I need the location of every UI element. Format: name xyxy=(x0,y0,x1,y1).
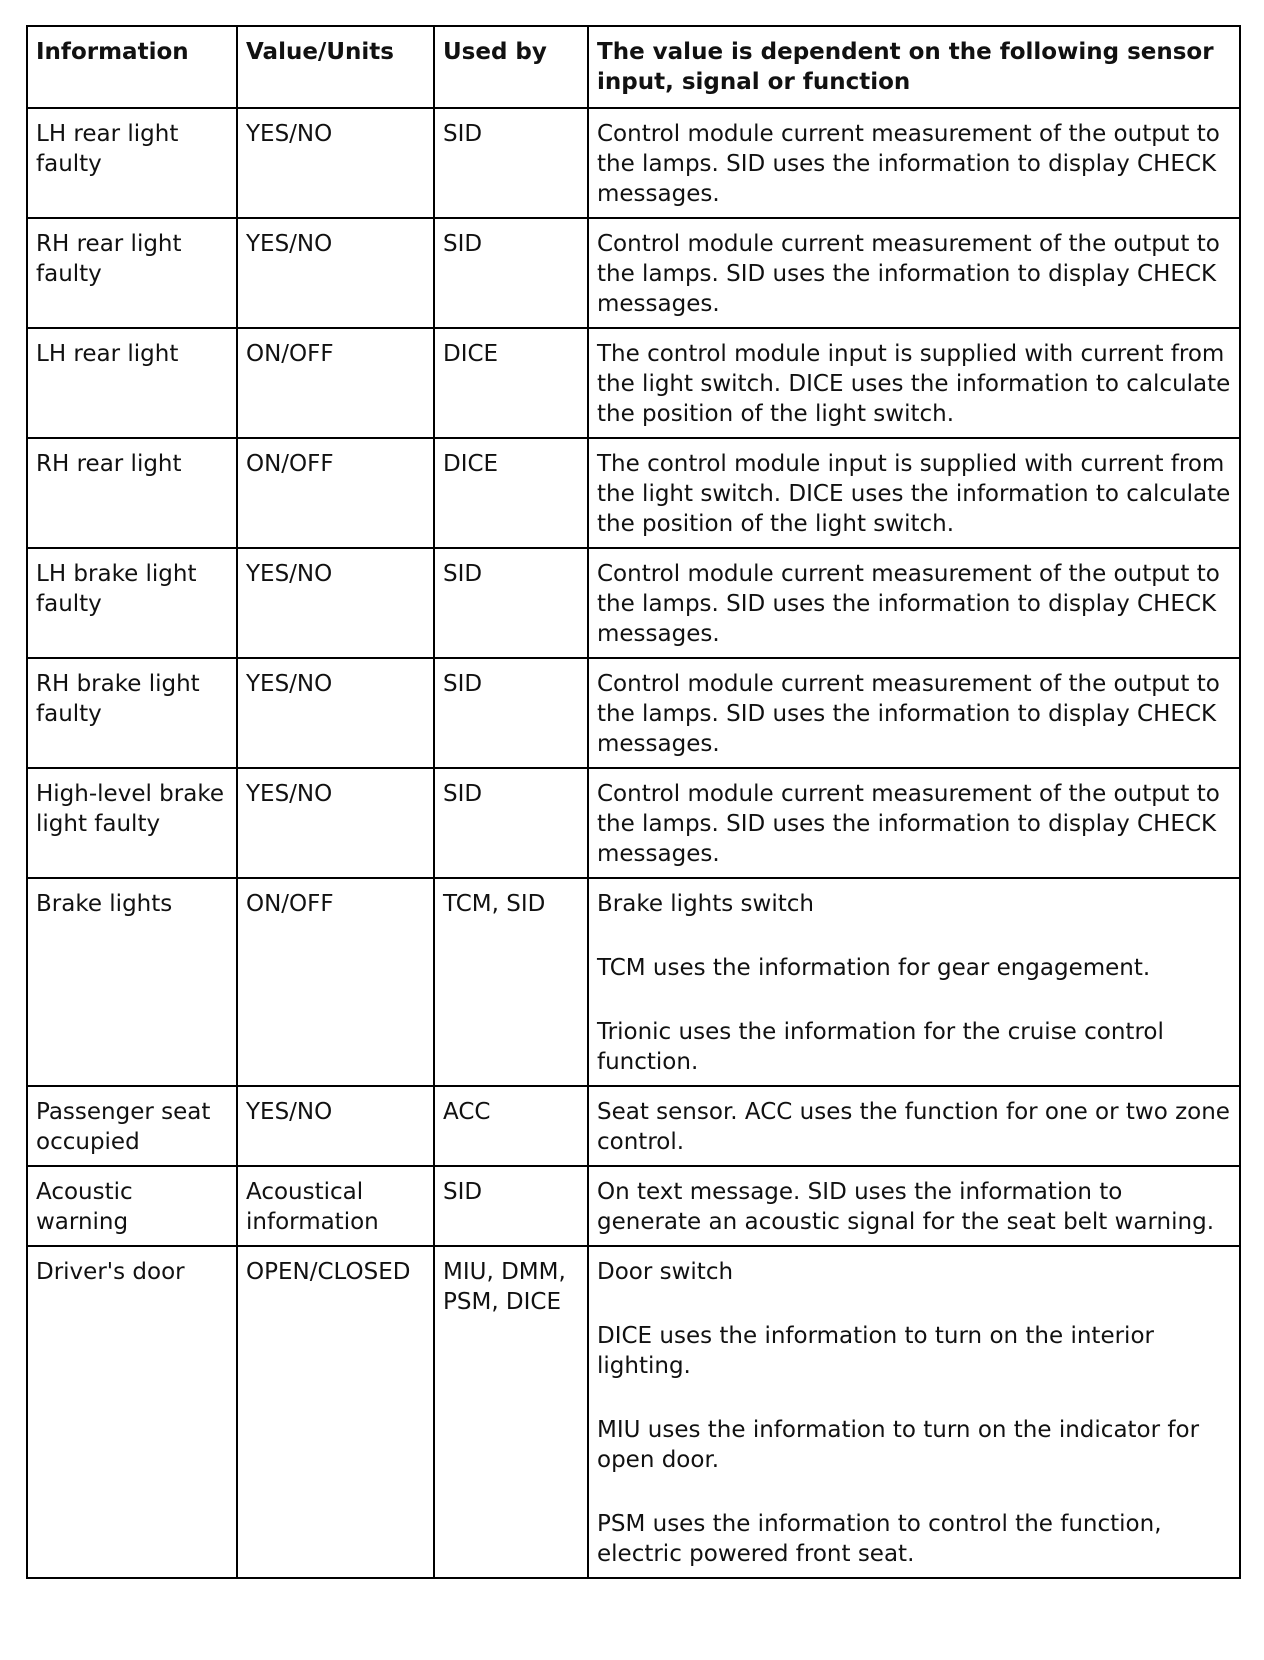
description-paragraph: MIU uses the information to turn on the indicator for open door. xyxy=(597,1417,1200,1473)
cell-description xyxy=(588,548,1240,658)
cell-information: Acoustic warning xyxy=(27,1166,237,1246)
cell-value-units: YES/NO xyxy=(237,1086,434,1166)
cell-description xyxy=(588,438,1240,548)
cell-information: Brake lights xyxy=(27,878,237,1086)
cell-value-units: YES/NO xyxy=(237,218,434,328)
cell-information: High-level brake light faulty xyxy=(27,768,237,878)
cell-used-by: SID xyxy=(434,768,588,878)
table-row xyxy=(27,1246,1240,1578)
cell-value-units: ON/OFF xyxy=(237,328,434,438)
description-paragraph: Seat sensor. ACC uses the function for one or two zone control. xyxy=(597,1099,1230,1155)
table-row xyxy=(27,1086,1240,1166)
cell-information: LH rear light xyxy=(27,328,237,438)
cell-used-by: SID xyxy=(434,1166,588,1246)
cell-used-by: ACC xyxy=(434,1086,588,1166)
description-paragraph: The control module input is supplied with current from the light switch. DICE uses the information to calculate the position of the light switch. xyxy=(597,341,1231,427)
cell-value-units: ON/OFF xyxy=(237,438,434,548)
table-row xyxy=(27,878,1240,1086)
description-paragraph: Control module current measurement of the output to the lamps. SID uses the information to display CHECK messages. xyxy=(597,231,1220,317)
cell-description xyxy=(588,1086,1240,1166)
table-row xyxy=(27,108,1240,218)
cell-value-units: YES/NO xyxy=(237,768,434,878)
cell-information: Passenger seat occupied xyxy=(27,1086,237,1166)
table-row xyxy=(27,328,1240,438)
cell-description xyxy=(588,658,1240,768)
table-row xyxy=(27,218,1240,328)
description-paragraph: Trionic uses the information for the cruise control function. xyxy=(597,1019,1164,1075)
table-body xyxy=(27,108,1240,1578)
description-paragraph: On text message. SID uses the information to generate an acoustic signal for the seat belt warning. xyxy=(597,1179,1215,1235)
table-row xyxy=(27,768,1240,878)
description-paragraph: Control module current measurement of the output to the lamps. SID uses the information to display CHECK messages. xyxy=(597,121,1220,207)
cell-description xyxy=(588,328,1240,438)
description-paragraph: Brake lights switch xyxy=(597,891,814,917)
cell-information: RH rear light xyxy=(27,438,237,548)
description-paragraph: DICE uses the information to turn on the interior lighting. xyxy=(597,1323,1154,1379)
cell-description xyxy=(588,768,1240,878)
description-paragraph: Door switch xyxy=(597,1259,734,1285)
header-dependency: The value is dependent on the following sensor input, signal or function xyxy=(588,26,1240,108)
cell-description xyxy=(588,878,1240,1086)
cell-information: LH rear light faulty xyxy=(27,108,237,218)
table-row xyxy=(27,658,1240,768)
cell-value-units: YES/NO xyxy=(237,548,434,658)
table-row xyxy=(27,1166,1240,1246)
cell-information: Driver's door xyxy=(27,1246,237,1578)
table-row xyxy=(27,548,1240,658)
cell-information: RH brake light faulty xyxy=(27,658,237,768)
cell-used-by: DICE xyxy=(434,328,588,438)
cell-used-by: SID xyxy=(434,108,588,218)
cell-used-by: MIU, DMM, PSM, DICE xyxy=(434,1246,588,1578)
description-paragraph: TCM uses the information for gear engagement. xyxy=(597,955,1151,981)
header-used-by: Used by xyxy=(434,26,588,108)
cell-value-units: Acoustical information xyxy=(237,1166,434,1246)
cell-used-by: SID xyxy=(434,218,588,328)
cell-description xyxy=(588,1246,1240,1578)
description-paragraph: Control module current measurement of the output to the lamps. SID uses the information to display CHECK messages. xyxy=(597,561,1220,647)
cell-used-by: SID xyxy=(434,548,588,658)
cell-value-units: YES/NO xyxy=(237,658,434,768)
cell-value-units: ON/OFF xyxy=(237,878,434,1086)
description-paragraph: PSM uses the information to control the function, electric powered front seat. xyxy=(597,1511,1162,1567)
header-value-units: Value/Units xyxy=(237,26,434,108)
description-paragraph: Control module current measurement of the output to the lamps. SID uses the information to display CHECK messages. xyxy=(597,781,1220,867)
table-header-row xyxy=(27,26,1240,108)
header-information: Information xyxy=(27,26,237,108)
cell-used-by: TCM, SID xyxy=(434,878,588,1086)
cell-used-by: SID xyxy=(434,658,588,768)
cell-description xyxy=(588,108,1240,218)
cell-value-units: YES/NO xyxy=(237,108,434,218)
table-row xyxy=(27,438,1240,548)
cell-information: LH brake light faulty xyxy=(27,548,237,658)
cell-information: RH rear light faulty xyxy=(27,218,237,328)
cell-value-units: OPEN/CLOSED xyxy=(237,1246,434,1578)
description-paragraph: Control module current measurement of the output to the lamps. SID uses the information to display CHECK messages. xyxy=(597,671,1220,757)
signal-information-table xyxy=(26,25,1241,1579)
cell-used-by: DICE xyxy=(434,438,588,548)
cell-description xyxy=(588,1166,1240,1246)
description-paragraph: The control module input is supplied with current from the light switch. DICE uses the information to calculate the position of the light switch. xyxy=(597,451,1231,537)
cell-description xyxy=(588,218,1240,328)
